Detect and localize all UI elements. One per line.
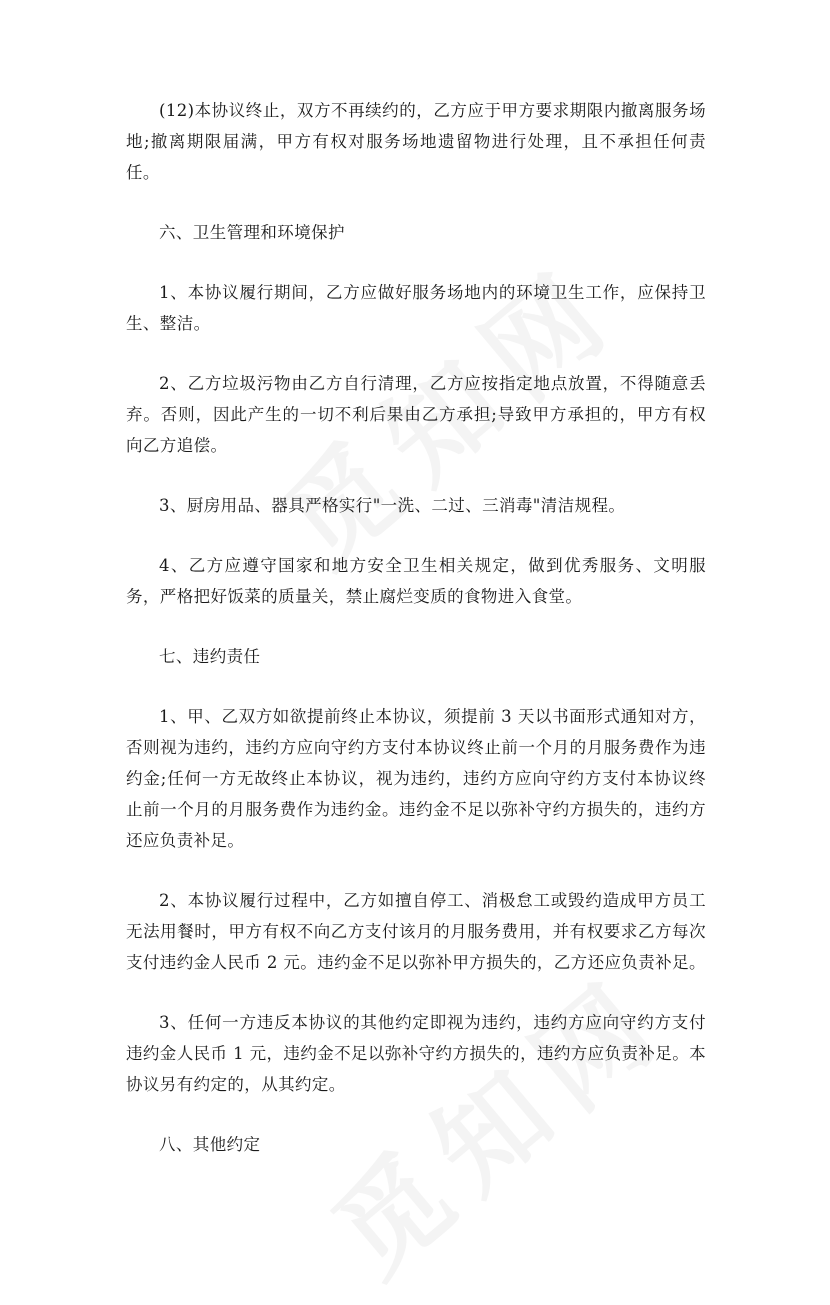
hygiene-clause-3: 3、厨房用品、器具严格实行"一洗、二过、三消毒"清洁规程。 — [159, 496, 626, 515]
section-heading-liability: 七、违约责任 — [159, 647, 261, 666]
liability-clause-1: 1、甲、乙双方如欲提前终止本协议，须提前 3 天以书面形式通知对方，否则视为违约，违约方应向守约方支付本协议终止前一个月的月服务费作为违约金;任何一方无故终止本协议，视为违约，违约方应向守约方支付本协议终止前一个月的月服务费作为违约金。违约金不足以弥补守约方损失的，违约方还应负责补足。 — [126, 707, 706, 850]
hygiene-clause-4: 4、乙方应遵守国家和地方安全卫生相关规定，做到优秀服务、文明服务，严格把好饭菜的质量关，禁止腐烂变质的食物进入食堂。 — [126, 556, 706, 606]
section-heading-hygiene: 六、卫生管理和环境保护 — [159, 223, 345, 242]
liability-clause-2: 2、本协议履行过程中，乙方如擅自停工、消极怠工或毁约造成甲方员工无法用餐时，甲方有权不向乙方支付该月的月服务费用，并有权要求乙方每次支付违约金人民币 2 元。违约金不足以弥补甲方损失的，乙方还应负责补足。 — [126, 891, 706, 972]
document-body — [126, 95, 706, 1189]
liability-clause-3: 3、任何一方违反本协议的其他约定即视为违约，违约方应向守约方支付违约金人民币 1 元，违约金不足以弥补守约方损失的，违约方应负责补足。本协议另有约定的，从其约定。 — [126, 1013, 706, 1094]
hygiene-clause-1: 1、本协议履行期间，乙方应做好服务场地内的环境卫生工作，应保持卫生、整洁。 — [126, 283, 706, 333]
clause-12-termination: (12)本协议终止，双方不再续约的，乙方应于甲方要求期限内撤离服务场地;撤离期限届满，甲方有权对服务场地遗留物进行处理，且不承担任何责任。 — [126, 101, 706, 182]
section-heading-other: 八、其他约定 — [159, 1135, 261, 1154]
hygiene-clause-2: 2、乙方垃圾污物由乙方自行清理，乙方应按指定地点放置，不得随意丢弃。否则，因此产生的一切不利后果由乙方承担;导致甲方承担的，甲方有权向乙方追偿。 — [126, 374, 706, 455]
